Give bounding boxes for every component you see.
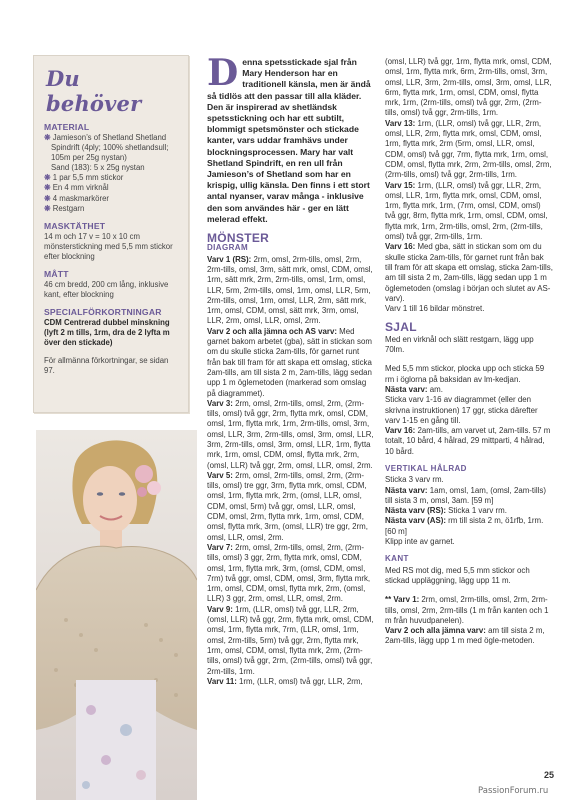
pattern-row-text: 2rm, omsl, 2rm-tills, omsl, 2rm, (2rm-tills, omsl) två ggr, 2rm, flytta mrk, omsl, CDM, omsl, 1rm, flytta mrk, 1rm, 2rm-tills, omsl, 3rm, omsl, LLR, 3rm, 2rm-tills, omsl, 3rm, omsl, LLR, 3rm, 2rm-tills, omsl, 3rm, omsl, LLR, 1rm, flytta mrk, 1rm, omsl, CDM, omsl, flytta mrk, 2rm, (omsl, LLR) två ggr, 2rm, omsl, LLR, omsl, 2rm. <box>207 398 374 470</box>
pattern-row <box>207 399 374 471</box>
pattern-row <box>207 677 374 687</box>
column-intro-pattern <box>207 52 374 687</box>
subheading-vertical-holrad: VERTIKAL HÅLRAD <box>385 463 467 473</box>
material-item-text: Sand (183): 5 x 25g nystan <box>51 163 145 173</box>
pattern-row <box>207 471 374 543</box>
kant-row-label: ** Varv 1: <box>385 595 420 605</box>
bullet-icon: ❋ <box>44 183 53 193</box>
pattern-row-text: 1rm, (LLR, omsl) två ggr, LLR, 2rm, omsl, LLR, 2rm, flytta mrk, omsl, CDM, omsl, 1rm, flytta mrk, 2rm (5rm, omsl, LLR, omsl, CDM, omsl) två ggr, 7rm, flytta mrk, 1rm, omsl, CDM, omsl, flytta mrk, 2rm, 2rm-tills, omsl, 2rm, (2rm-tills, omsl) två ggr, 2rm-tills, 1rm. <box>385 118 552 180</box>
abbr-heading: SPECIALFÖRKORTNINGAR <box>44 307 162 318</box>
vertical-row <box>385 475 553 485</box>
vertical-row <box>385 537 553 547</box>
pattern-row-text: Med garnet bakom arbetet (gba), sätt in stickan som om du skulle sticka 2am-tills, för garnet runt från bak till fram för att skapa ett omslag, sticka 2am-tills, am till sista 2 m, 2am-tills, lägg sedan upp 1 m öglemetoden (markerad som omslag på diagrammet). <box>207 326 372 398</box>
pattern-row <box>207 605 374 677</box>
material-item <box>44 133 180 163</box>
material-heading: MATERIAL <box>44 122 90 132</box>
pattern-row <box>385 242 553 304</box>
pattern-row-label: Varv 1 (RS): <box>207 254 252 264</box>
sjal-row-label: Varv 16: <box>385 426 416 436</box>
bullet-icon: ❋ <box>44 173 53 183</box>
material-item-text: Jamieson’s of Shetland Shetland Spindrift (4ply; 100% shetlandsull; 105m per 25g nystan) <box>51 133 169 163</box>
material-section <box>44 122 180 214</box>
kant-row-text: 2rm, omsl, 2rm-tills, omsl, 2rm, 2rm-tills, omsl, 2rm, 2rm-tills (1 m från kanten och 1 m från huvudpanelen). <box>385 595 549 625</box>
section-heading-pattern: MÖNSTER <box>207 231 270 246</box>
sjal-row-text: Sticka varv 1-16 av diagrammet (eller den skrivna instruktionen) 17 ggr, sticka därefter varv 1-15 en gång till. <box>385 395 538 425</box>
pattern-row-text: 2rm, omsl, 2rm-tills, omsl, 2rm, 2rm-tills, omsl, 3rm, sätt mrk, omsl, CDM, omsl, 1rm, sätt mrk, 2rm, 2rm-tills, omsl, 1rm, omsl, LLR, 5rm, 2rm-tills, omsl, 1rm, omsl, LLR, 5rm, 2rm-tills, omsl, 1rm, omsl, LLR, 2rm, sätt mrk, 1rm, omsl, CDM, omsl, sätt mrk, 3rm, omsl, LLR, 2rm, omsl, LLR, omsl, 2rm. <box>207 254 373 326</box>
vertical-row-text: Sticka 3 varv rm. <box>385 475 444 485</box>
model-photo <box>36 430 197 800</box>
pattern-row-text: 1rm, (LLR, omsl) två ggr, LLR, 2rm, (omsl, LLR) två ggr, 2rm, flytta mrk, omsl, CDM, omsl, 1rm, flytta mrk, 7rm, (LLR, omsl, 1rm, omsl, 2rm-tills, 5rm) två ggr, 2rm, flytta mrk, 1rm, omsl, CDM, omsl, flytta mrk, 2rm, (2rm-tills, omsl) två ggr, 2rm, (2rm-tills, omsl) två ggr, 2rm-tills, 1rm. <box>207 604 374 676</box>
bullet-icon: ❋ <box>44 203 53 213</box>
gauge-section <box>44 221 180 262</box>
pattern-row-text: 1rm, (LLR, omsl) två ggr, LLR, 2rm, <box>236 676 363 686</box>
repeat-note: Varv 1 till 16 bildar mönstret. <box>385 304 485 314</box>
vertical-row-label: Nästa varv (RS): <box>385 506 446 516</box>
page-number: 25 <box>544 770 555 780</box>
pattern-row-text: 2rm, omsl, 2rm-tills, omsl, 2rm, (2rm-tills, omsl) 3 ggr, 2rm, flytta mrk, omsl, CDM, omsl, 1rm, flytta mrk, 3rm, (omsl, CDM, omsl, 7rm) två ggr, omsl, CDM, omsl, 3rm, flytta mrk, 1rm, omsl, CDM, omsl, flytta mrk, 2rm, (omsl, LLR) 3 ggr, 2rm, omsl, LLR, omsl, 2rm. <box>207 542 371 604</box>
pattern-row-label: Varv 3: <box>207 398 233 408</box>
sjal-row <box>385 395 553 426</box>
vertical-holrad-rows <box>385 475 553 547</box>
drop-cap: D <box>207 52 239 94</box>
pattern-row-label: Varv 9: <box>207 604 233 614</box>
material-item <box>44 194 180 204</box>
vertical-row <box>385 486 553 507</box>
pattern-row-continuation: (omsl, LLR) två ggr, 1rm, flytta mrk, omsl, CDM, omsl, 1rm, flytta mrk, 6rm, 2rm-tills, omsl, 3rm, omsl, LLR, 3rm, 2rm-tills, omsl, 3rm, omsl, LLR, 6rm, flytta mrk, 1rm, omsl, CDM, omsl, flytta mrk, 1rm, (2rm-tills, omsl) två ggr, 2rm, (2rm-tills, omsl) två ggr, 2rm-tills, 1rm. <box>385 57 552 118</box>
intro-paragraph <box>207 52 374 225</box>
material-item <box>44 163 180 173</box>
sidebar-title: Du behöver <box>46 66 142 116</box>
kant-paragraph: Med RS mot dig, med 5,5 mm stickor och stickad uppläggning, lägg upp 11 m. <box>385 565 530 585</box>
material-item-text: 1 par 5,5 mm stickor <box>52 173 124 183</box>
vertical-row-text: 1am, omsl, 1am, (omsl, 2am-tills) till sista 3 m, omsl, 3am. [59 m] <box>385 485 546 505</box>
abbr-term: CDM <box>44 318 62 328</box>
pattern-row-text: 2rm, omsl, 2rm-tills, omsl, 2rm, (2rm-tills, omsl) tre ggr, 3rm, flytta mrk, omsl, CDM, omsl, 1rm, flytta mrk, 2rm, (omsl, LLR, omsl, CDM, omsl, 5rm) två ggr, omsl, LLR, omsl, CDM, omsl, 2rm, flytta mrk, 1rm, omsl, CDM, omsl, flytta mrk, 3rm, (omsl, LLR) tre ggr, 2rm, omsl, LLR, omsl, 2rm. <box>207 470 368 542</box>
pattern-row-text: 1rm, (LLR, omsl) två ggr, LLR, 2rm, omsl, LLR, 1rm, flytta mrk, omsl, CDM, omsl, 1rm, flytta mrk, 1rm, (7rm, omsl, CDM, omsl) två ggr, 8rm, flytta mrk, 1rm, omsl, CDM, omsl, flytta mrk, 1rm, 2rm-tills, omsl, 2rm, (2rm-tills, omsl) två ggr, 2rm-tills, 1rm. <box>385 180 548 242</box>
material-item-text: 4 maskmarkörer <box>52 193 110 203</box>
sjal-row <box>385 426 553 457</box>
kant-rows <box>385 595 553 646</box>
pattern-rows-cont <box>385 119 553 304</box>
sjal-row-text: am. <box>427 384 443 394</box>
materials-sidebar <box>33 55 189 413</box>
abbr-section <box>44 307 180 348</box>
column-pattern-cont <box>385 57 553 647</box>
sjal-paragraph-1: Med en virknål och slätt restgarn, lägg upp 70lm. <box>385 334 534 355</box>
pattern-row-label: Varv 11: <box>207 676 237 686</box>
sjal-row <box>385 385 553 395</box>
kant-row <box>385 626 553 647</box>
vertical-row-text: rm till sista 2 m, ö1rfb, 1rm. [60 m] <box>385 516 544 536</box>
material-item <box>44 204 180 214</box>
sjal-row-label: Nästa varv: <box>385 384 428 394</box>
vertical-row <box>385 506 553 516</box>
pattern-row-label: Varv 15: <box>385 180 416 190</box>
gauge-text: 14 m och 17 v = 10 x 10 cm mönsterstickning med 5,5 mm stickor efter blockning <box>44 231 173 261</box>
material-item-text: En 4 mm virknål <box>52 183 109 193</box>
material-item-text: Restgarn <box>52 203 85 213</box>
vertical-row-label: Nästa varv (AS): <box>385 516 446 526</box>
pattern-row-text: Med gba, sätt in stickan som om du skulle sticka 2am-tills, för garnet runt från bak till fram för att skapa ett omslag, sticka 2am-tills, am till sista 2 m, 2am-tills, lägg sedan upp 1 m öglemetoden (omslag i början och slutet av AS-varv). <box>385 242 553 303</box>
sjal-row-text: 2am-tills, am varvet ut, 2am-tills. 57 m totalt, 10 bård, 4 hålrad, 29 mittparti, 4 hålrad, 10 bård. <box>385 426 551 456</box>
model-photo-illustration <box>36 430 197 800</box>
subheading-kant: KANT <box>385 554 409 564</box>
site-watermark: PassionForum.ru <box>478 786 549 796</box>
pattern-row-label: Varv 7: <box>207 542 233 552</box>
pattern-row <box>385 181 553 243</box>
bullet-icon: ❋ <box>44 193 53 203</box>
bullet-icon: ❋ <box>44 133 53 142</box>
material-item <box>44 183 180 193</box>
abbr-definition <box>44 318 180 348</box>
abbr-text: Centrerad dubbel minskning (lyft 2 m tills, 1rm, dra de 2 lyfta m över den stickade) <box>44 318 170 348</box>
pattern-row-label: Varv 16: <box>385 242 416 252</box>
kant-row <box>385 595 553 626</box>
sjal-rows <box>385 385 553 457</box>
section-heading-sjal: SJAL <box>385 320 417 335</box>
vertical-row <box>385 516 553 537</box>
material-item <box>44 173 180 183</box>
kant-row-text: am till sista 2 m, 2am-tills, lägg upp 1 m med ögle-metoden. <box>385 626 545 646</box>
size-heading: MÅTT <box>44 269 69 280</box>
pattern-rows <box>207 255 374 687</box>
pattern-row-label: Varv 5: <box>207 470 233 480</box>
subheading-diagram: DIAGRAM <box>207 243 249 253</box>
gauge-heading: MASKTÄTHET <box>44 220 106 231</box>
vertical-row-label: Nästa varv: <box>385 485 428 495</box>
pattern-row <box>207 327 374 399</box>
pattern-row <box>207 255 374 327</box>
abbr-note: För allmänna förkortningar, se sidan 97. <box>44 355 169 375</box>
size-section <box>44 269 180 300</box>
intro-text: enna spetsstickade sjal från Mary Henderson har en traditionell känsla, men är ändå så tidlös att den passar till alla kläder. Den är inspirerad av shetländsk spetsstickning och har ett subtilt, blommigt spetsmönster och stickade kanter, vars uddar framhävs under blockningsprocessen. Mary har valt Shetland Spindrift, en ren ull från Jamieson’s of Shetland som har en krispig, ullig känsla. Den finns i ett stort antal nyanser, varav många - inklusive den som användes här - ger en lätt melerad effekt. <box>207 57 371 224</box>
pattern-row-label: Varv 13: <box>385 118 416 128</box>
pattern-row-label: Varv 2 och alla jämna och AS varv: <box>207 326 337 336</box>
vertical-row-text: Sticka 1 varv rm. <box>445 506 507 516</box>
size-text: 46 cm bredd, 200 cm lång, inklusive kant, efter blockning <box>44 280 169 300</box>
material-list <box>44 133 180 214</box>
pattern-row <box>207 543 374 605</box>
sjal-paragraph-2: Med 5,5 mm stickor, plocka upp och sticka 59 rm i öglorna på baksidan av lm-kedjan. <box>385 364 545 384</box>
vertical-row-text: Klipp inte av garnet. <box>385 537 455 547</box>
kant-row-label: Varv 2 och alla jämna varv: <box>385 626 486 636</box>
pattern-row <box>385 119 553 181</box>
